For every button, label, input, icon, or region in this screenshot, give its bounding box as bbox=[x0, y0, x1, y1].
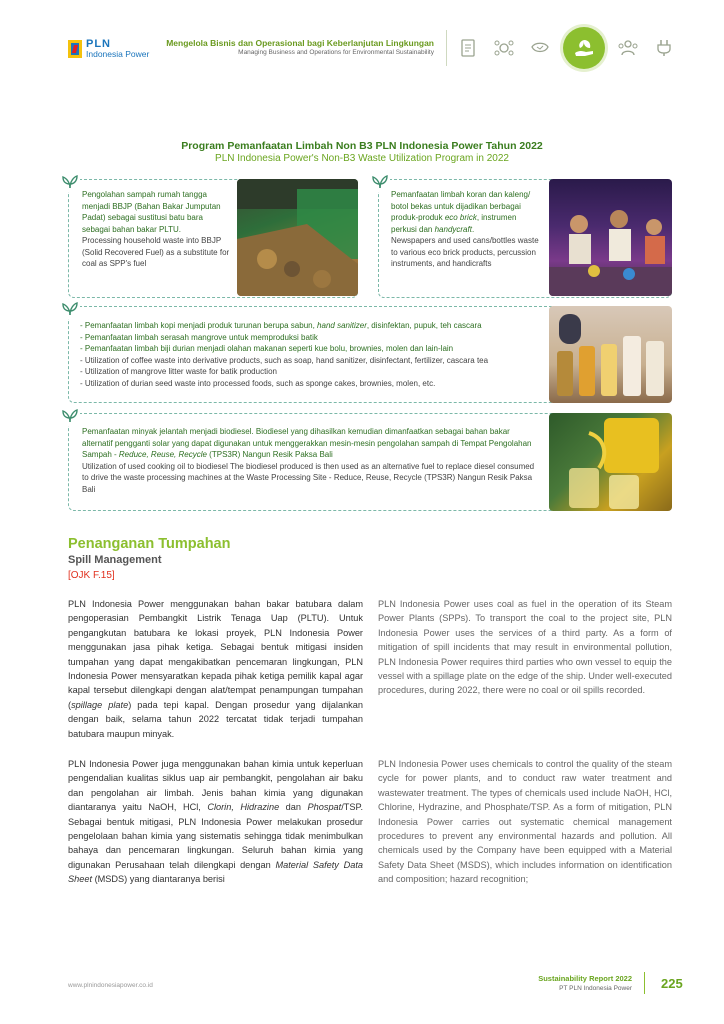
program-title-id: Program Pemanfaatan Limbah Non B3 PLN Indonesia Power Tahun 2022 bbox=[181, 140, 543, 152]
waste-processing-photo bbox=[237, 179, 358, 296]
leaf-icon bbox=[370, 172, 390, 192]
program-heading bbox=[0, 140, 724, 164]
leaf-icon bbox=[60, 406, 80, 426]
card-text-en: Utilization of used cooking oil to biodiesel The biodiesel produced is then used as an alternative fuel to replace diesel consumed to drive the waste processing machines at the Waste Processing Site - Reduce, Reuse, Recycle (TPS3R) Nangun Resik Paksa Bali bbox=[82, 461, 535, 494]
list-item: - Utilization of durian seed waste into processed foods, such as sponge cakes, brownies, molen, etc. bbox=[80, 378, 436, 388]
page-number: 225 bbox=[661, 976, 683, 991]
card-text-en: Processing household waste into BBJP (Solid Recovered Fuel) as a substitute for coal as SPP's fuel bbox=[82, 236, 230, 268]
website-url[interactable]: www.plnindonesiapower.co.id bbox=[68, 982, 153, 989]
chapter-nav bbox=[455, 27, 677, 69]
program-title-en: PLN Indonesia Power's Non-B3 Waste Utilization Program in 2022 bbox=[215, 153, 509, 164]
paragraph-en-1: PLN Indonesia Power uses coal as fuel in the operation of its Steam Power Plants (SPPs). To transport the coal to the project site, PLN Indonesia Power uses the services of a third party. As a form of mitigation of spill incidents that may result in environmental pollution, PLN Indonesia Power requires third parties who own vessel to equip the vessel with a spillage plate on the edge of the ship. Under well-executed procedures, during 2022, there were no coal or oil spills recorded. bbox=[378, 599, 672, 696]
list-item: - Pemanfaatan limbah biji durian menjadi olahan makanan seperti kue bolu, brownies, molen dan lain-lain bbox=[80, 344, 454, 353]
pln-logo-mark bbox=[68, 40, 82, 58]
company-logo bbox=[68, 39, 149, 59]
list-item: - Utilization of coffee waste into derivative products, such as soap, hand sanitizer, disinfectant, fertilizer, cascara tea bbox=[80, 355, 489, 365]
report-info bbox=[538, 974, 632, 992]
ojk-reference: [OJK F.15] bbox=[68, 570, 115, 581]
program-card-text: Pemanfaatan minyak jelantah menjadi biodiesel. Biodiesel yang dihasilkan kemudian dimanfaatkan sebagai bahan bakar alternatif pengganti solar yang dapat digunakan untuk menggerakkan mesin-mesin pengolahan sampah di Tempat Pengolahan Sampah - Reduce, Reuse, Recycle (TPS3R) Nangun Resik Paksa Bali Utilization of used cooking oil to biodiesel The biodiesel produced is then used as an alternative fuel to replace diesel consumed to drive the waste processing machines at the Waste Processing Site - Reduce, Reuse, Recycle (TPS3R) Nangun Resik Paksa Bali bbox=[82, 426, 542, 495]
chapter-title-en: Managing Business and Operations for Environmental Sustainability bbox=[238, 49, 434, 56]
logo-subtext: Indonesia Power bbox=[86, 49, 150, 59]
section-subtitle: Spill Management bbox=[68, 554, 162, 566]
percussion-performance-photo bbox=[549, 179, 672, 296]
program-card-text bbox=[82, 189, 232, 270]
plug-icon[interactable] bbox=[651, 35, 677, 61]
handshake-icon[interactable] bbox=[527, 35, 553, 61]
footer-divider bbox=[644, 972, 645, 994]
program-card-text: Pemanfaatan limbah koran dan kaleng/ botol bekas untuk dijadikan berbagai produk-produk eco brick, instrumen perkusi dan handycraft. Newspapers and used cans/bottles waste to various eco brick products, percussion instruments, and handicrafts bbox=[391, 189, 543, 270]
leaf-icon bbox=[60, 299, 80, 319]
list-item: - Pemanfaatan limbah serasah mangrove untuk memproduksi batik bbox=[80, 332, 318, 342]
header-divider bbox=[446, 30, 447, 66]
company-name: PT PLN Indonesia Power bbox=[559, 985, 632, 992]
document-icon[interactable] bbox=[455, 35, 481, 61]
cooking-oil-photo bbox=[549, 413, 672, 511]
list-item: - Pemanfaatan limbah kopi menjadi produk turunan berupa sabun, hand sanitizer, disinfektan, pupuk, teh cascara bbox=[80, 321, 482, 330]
coffee-products-photo bbox=[549, 306, 672, 403]
paragraph-en-2: PLN Indonesia Power uses chemicals to control the quality of the steam cycle for power plants, and to conduct raw water treatment and wastewater treatment. The types of chemicals used include NaOH, HCl, Chlorine, Hydrazine, and Phosphate/TSP. As a form of mitigation, PLN Indonesia Power carries out systematic chemical management procedures to prevent any environmental hazards and pollution. All chemicals used by the Company have been equipped with a Material Safety Data Sheet (MSDS), which includes information on identification and composition; hazard recognition; bbox=[378, 759, 672, 885]
chapter-title bbox=[166, 38, 434, 56]
paragraph-id-1: PLN Indonesia Power menggunakan bahan bakar batubara dalam pengoperasian Pembangkit Listrik Tenaga Uap (PLTU). Untuk pengangkutan batubara ke lokasi proyek, PLN Indonesia Power menggunakan jasa pihak ketiga. Sebagai bentuk mitigasi insiden tumpahan yang dapat mengakibatkan pencemaran lingkungan, PLN Indonesia Power mensyaratkan kepada pihak ketiga pemilik kapal agar kapal tersebut dilengkapi dengan alat/tempat penampungan tumpahan (spillage plate) pada tepi kapal. Dengan prosedur yang dijalankan dengan baik, selama tahun 2022 tercatat tidak terjadi tumpahan batubara maupun minyak. bbox=[68, 599, 363, 739]
report-name: Sustainability Report 2022 bbox=[538, 974, 632, 983]
list-item: - Utilization of mangrove litter waste for batik production bbox=[80, 367, 277, 376]
section-title: Penanganan Tumpahan bbox=[68, 536, 231, 552]
card-text-en: Newspapers and used cans/bottles waste to various eco brick products, percussion instruments, and handicrafts bbox=[391, 236, 539, 268]
paragraph-id-2: PLN Indonesia Power juga menggunakan bahan kimia untuk keperluan pengendalian kualitas siklus uap air pembangkit, pengolahan air baku dan pengolahan air limbah. Jenis bahan kimia yang digunakan diantaranya yaitu NaOH, HCl, Clorin, Hidrazine dan Phospat/TSP. Sebagai bentuk mitigasi, PLN Indonesia Power melakukan prosedur pengelolaan bahan kimia yang sistematis sehingga tidak menimbulkan bahaya dan pencemaran lingkungan. Seluruh bahan kimia yang digunakan Perusahaan telah dilengkapi dengan Material Safety Data Sheet (MSDS) yang diantaranya berisi bbox=[68, 759, 364, 885]
gear-network-icon[interactable] bbox=[491, 35, 517, 61]
card-text-id: Pengolahan sampah rumah tangga menjadi BBJP (Bahan Bakar Jumputan Padat) sebagai sustitusi batu bara sebagai bahan bakar PLTU. bbox=[82, 190, 221, 234]
people-icon[interactable] bbox=[615, 35, 641, 61]
leaf-icon bbox=[60, 172, 80, 192]
logo-text: PLN bbox=[86, 38, 111, 50]
program-card-list bbox=[80, 320, 542, 389]
chapter-title-id: Mengelola Bisnis dan Operasional bagi Keberlanjutan Lingkungan bbox=[166, 38, 434, 48]
leaf-hand-icon[interactable] bbox=[563, 27, 605, 69]
